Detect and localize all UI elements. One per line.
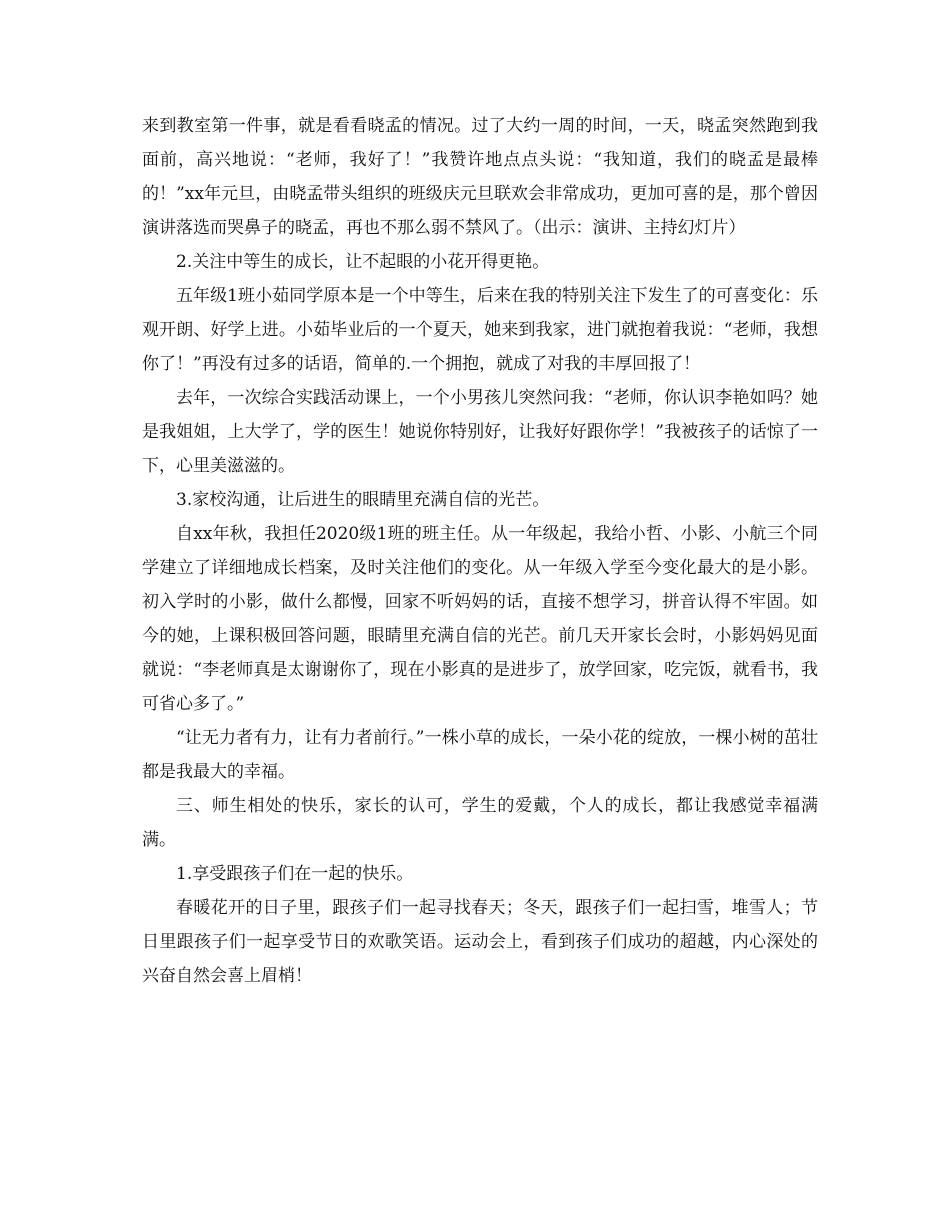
paragraph: “让无力者有力，让有力者前行。”一株小草的成长，一朵小花的绽放，一棵小树的茁壮都是我最大的幸福。 (142, 728, 818, 782)
paragraph: 春暖花开的日子里，跟孩子们一起寻找春天；冬天，跟孩子们一起扫雪，堆雪人；节日里跟孩子们一起享受节日的欢歌笑语。运动会上，看到孩子们成功的超越，内心深处的兴奋自然会喜上眉梢！ (142, 898, 818, 986)
document-body (142, 109, 818, 993)
paragraph: 2.关注中等生的成长，让不起眼的小花开得更艳。 (176, 252, 550, 272)
paragraph: 来到教室第一件事，就是看看晓孟的情况。过了大约一周的时间，一天，晓孟突然跑到我面前，高兴地说：“老师，我好了！”我赞许地点点头说：“我知道，我们的晓孟是最棒的！”xx年元旦，由晓孟带头组织的班级庆元旦联欢会非常成功，更加可喜的是，那个曾因演讲落选而哭鼻子的晓孟，再也不那么弱不禁风了。（出示：演讲、主持幻灯片） (142, 116, 818, 238)
paragraph: 去年，一次综合实践活动课上，一个小男孩儿突然问我：“老师，你认识李艳如吗？她是我姐姐，上大学了，学的医生！她说你特别好，让我好好跟你学！”我被孩子的话惊了一下，心里美滋滋的。 (142, 388, 818, 476)
paragraph: 3.家校沟通，让后进生的眼睛里充满自信的光芒。 (176, 490, 550, 510)
paragraph: 三、师生相处的快乐，家长的认可，学生的爱戴，个人的成长，都让我感觉幸福满满。 (142, 796, 818, 850)
paragraph: 五年级1班小茹同学原本是一个中等生，后来在我的特别关注下发生了的可喜变化：乐观开朗、好学上进。小茹毕业后的一个夏天，她来到我家，进门就抱着我说：“老师，我想你了！”再没有过多的话语，简单的.一个拥抱，就成了对我的丰厚回报了！ (142, 286, 818, 374)
paragraph: 1.享受跟孩子们在一起的快乐。 (176, 864, 414, 884)
paragraph: 自xx年秋，我担任2020级1班的班主任。从一年级起，我给小哲、小影、小航三个同学建立了详细地成长档案，及时关注他们的变化。从一年级入学至今变化最大的是小影。初入学时的小影，做什么都慢，回家不听妈妈的话，直接不想学习，拼音认得不牢固。如今的她，上课积极回答问题，眼睛里充满自信的光芒。前几天开家长会时，小影妈妈见面就说：“李老师真是太谢谢你了，现在小影真的是进步了，放学回家，吃完饭，就看书，我可省心多了。” (142, 524, 818, 714)
